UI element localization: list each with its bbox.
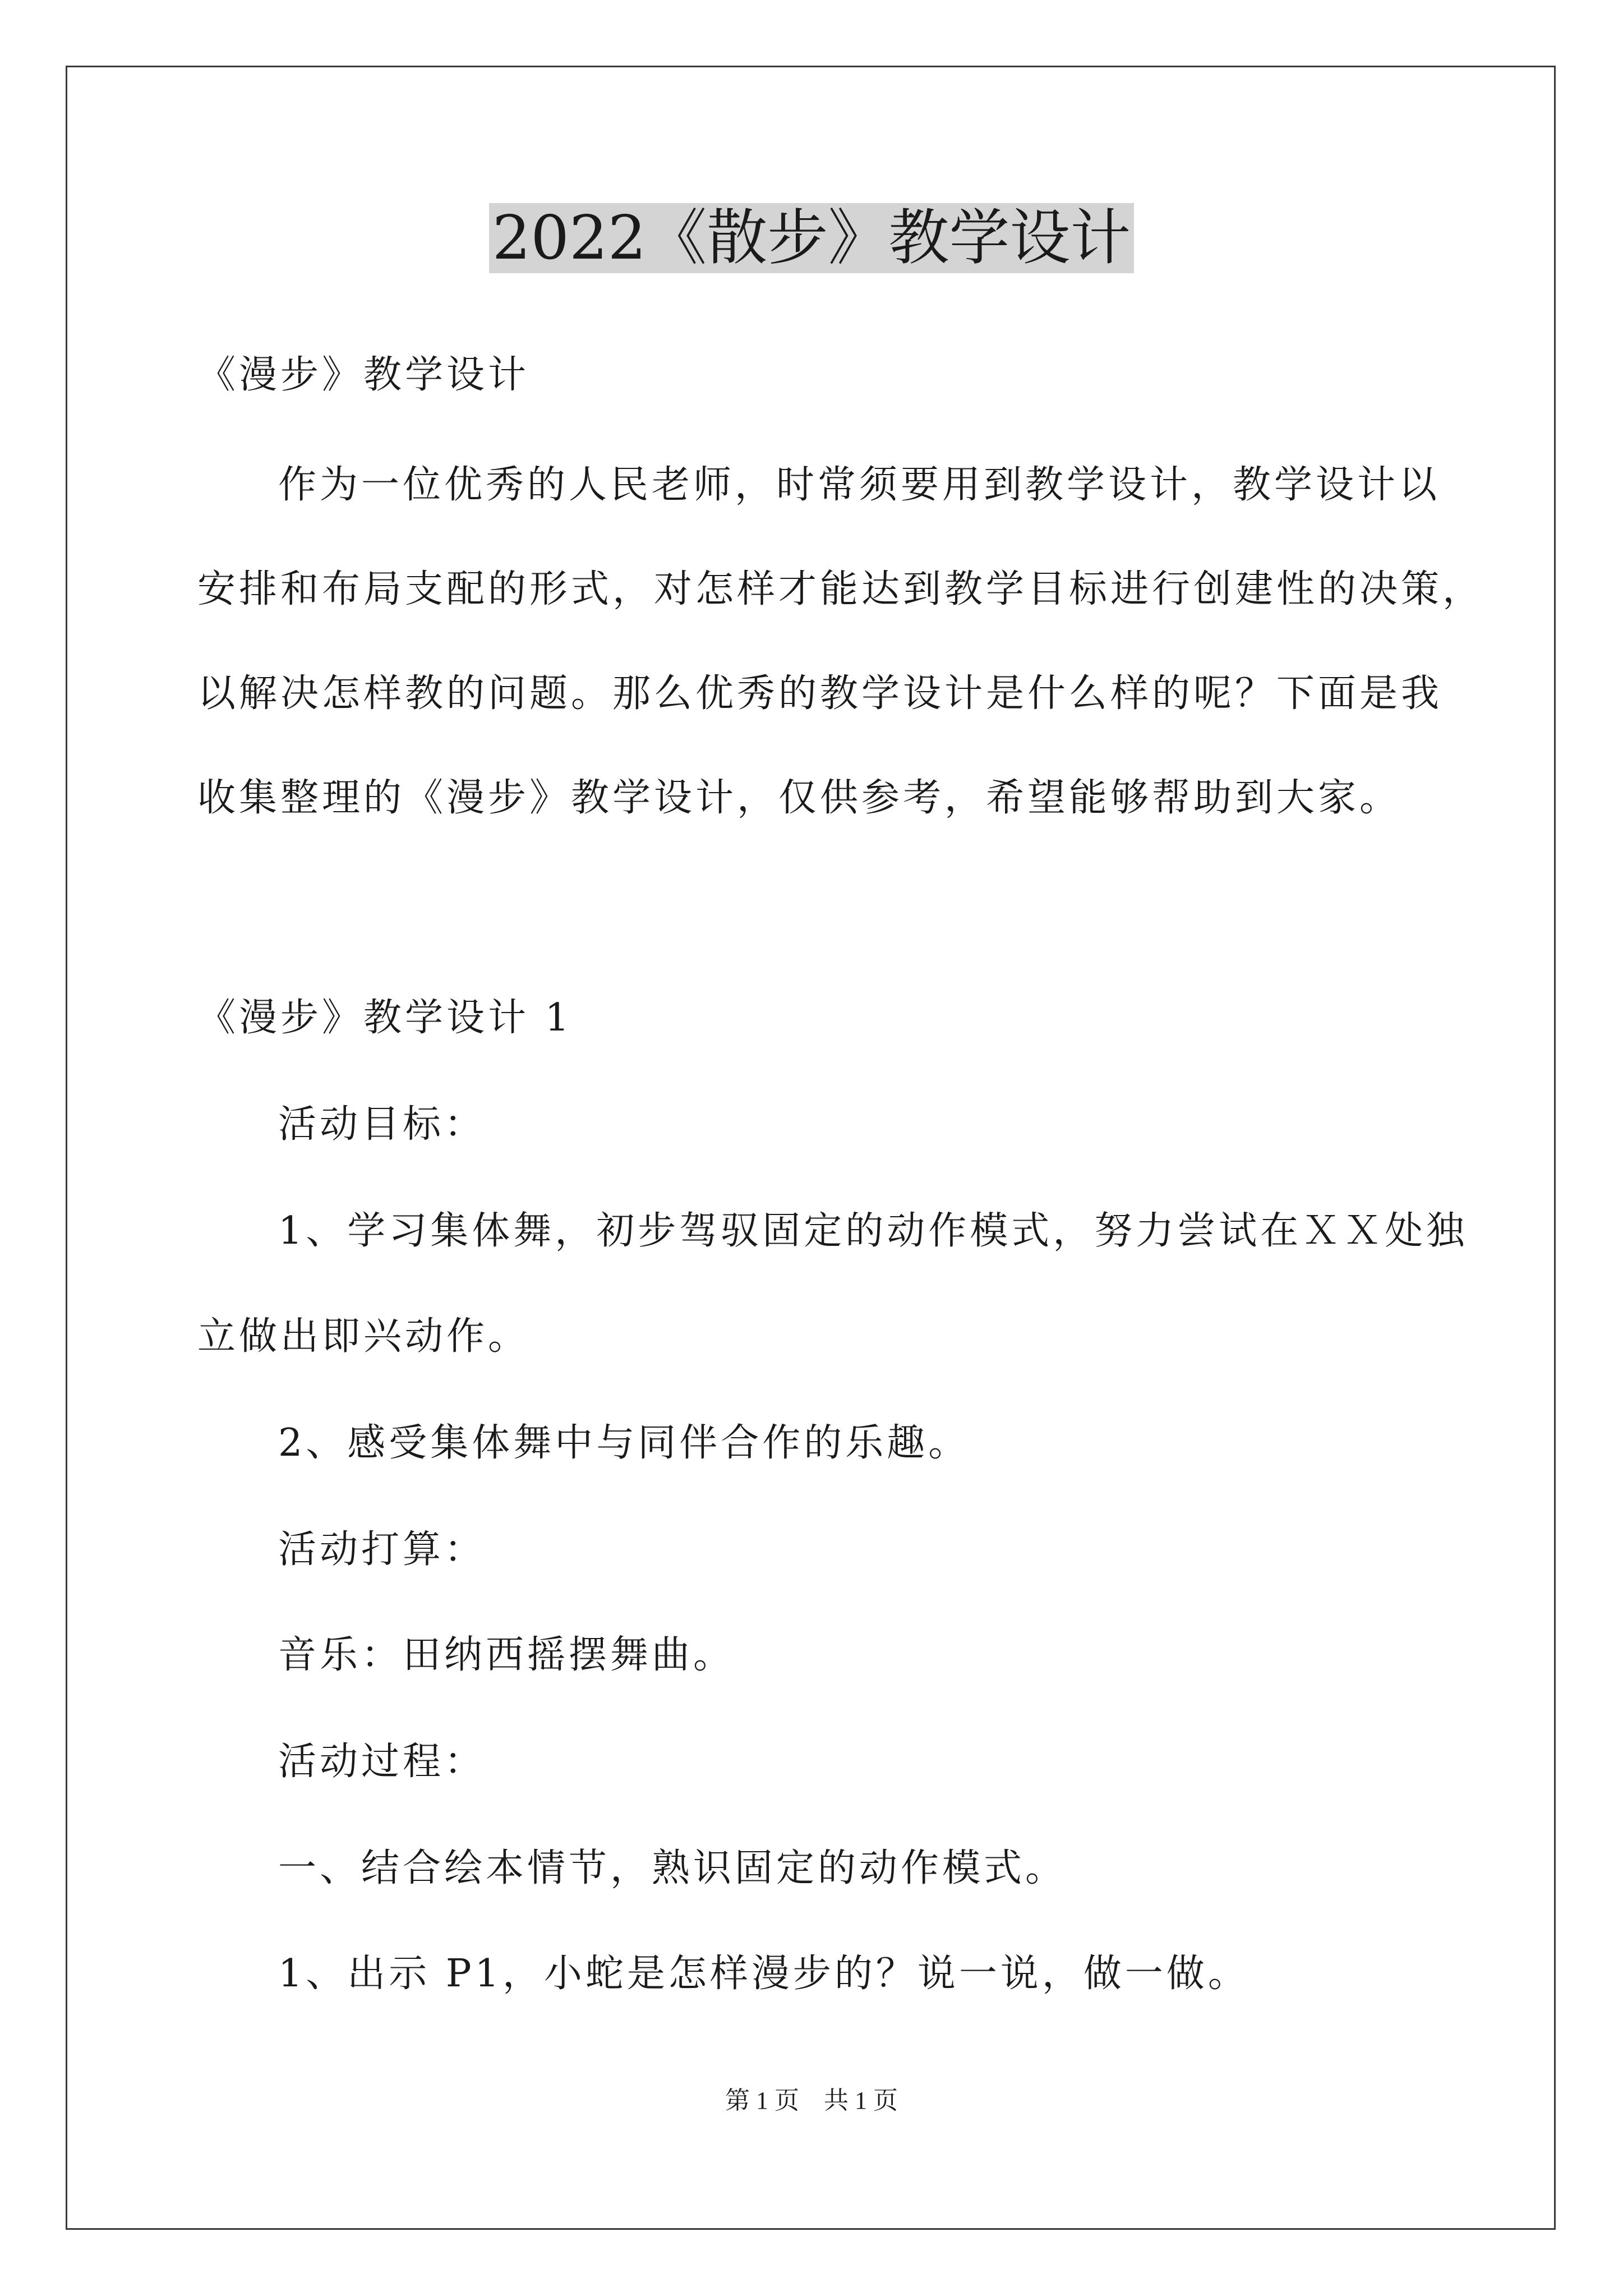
- intro-line-1: 作为一位优秀的人民老师，时常须要用到教学设计，教学设计以: [278, 463, 1441, 507]
- intro-line-4: 收集整理的《漫步》教学设计，仅供参考，希望能够帮助到大家。: [197, 776, 1401, 820]
- page-footer: 第 1 页 共 1 页: [725, 2087, 898, 2114]
- document-title: 2022《散步》教学设计: [0, 199, 1623, 278]
- intro-line-2: 安排和布局支配的形式，对怎样才能达到教学目标进行创建性的决策，: [197, 567, 1484, 611]
- body-line-1: 活动目标：: [278, 1102, 486, 1147]
- body-line-3: 立做出即兴动作。: [197, 1314, 530, 1359]
- body-line-2: 1、学习集体舞，初步驾驭固定的动作模式，努力尝试在ＸＸ处独: [278, 1209, 1468, 1253]
- body-line-6: 音乐：田纳西摇摆舞曲。: [278, 1633, 735, 1677]
- intro-line-3: 以解决怎样教的问题。那么优秀的教学设计是什么样的呢？下面是我: [197, 671, 1443, 716]
- section-title: 《漫步》教学设计 1: [197, 996, 573, 1040]
- subtitle: 《漫步》教学设计: [197, 353, 530, 397]
- body-line-4: 2、感受集体舞中与同伴合作的乐趣。: [278, 1421, 970, 1465]
- body-line-9: 1、出示 P1，小蛇是怎样漫步的？说一说，做一做。: [278, 1952, 1249, 1996]
- body-line-5: 活动打算：: [278, 1527, 486, 1572]
- body-line-8: 一、结合绘本情节，熟识固定的动作模式。: [278, 1846, 1067, 1890]
- body-line-7: 活动过程：: [278, 1740, 486, 1784]
